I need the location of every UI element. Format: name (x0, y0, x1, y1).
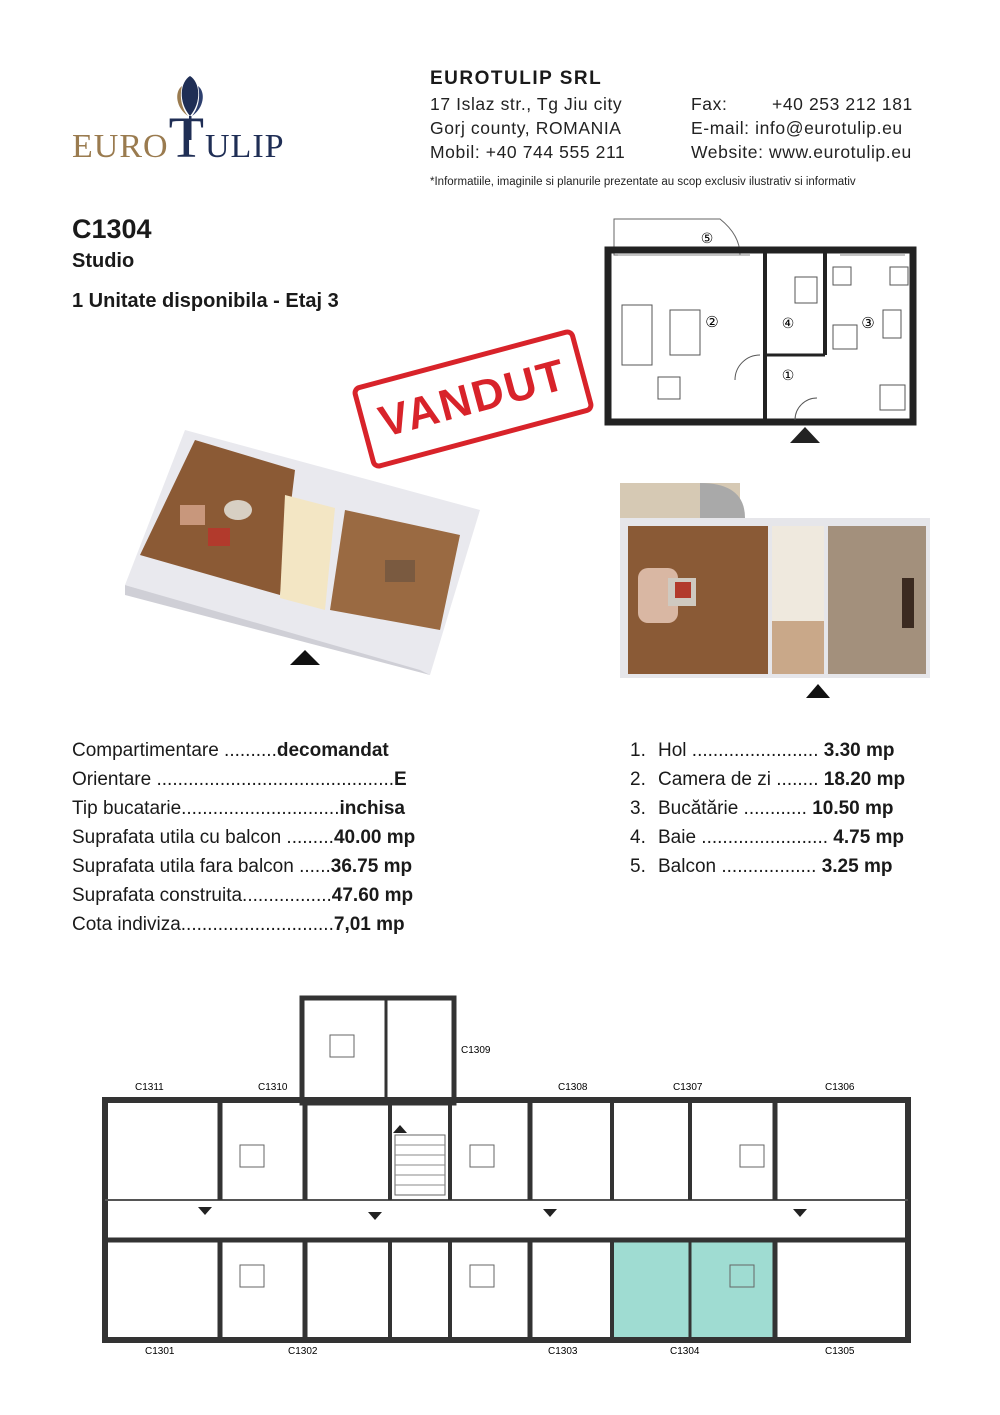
spec-value: inchisa (339, 798, 405, 819)
sold-stamp: VANDUT (351, 328, 595, 471)
spec-row (72, 827, 415, 849)
unit-label-c1304: C1304 (670, 1346, 700, 1357)
spec-row (72, 769, 407, 791)
disclaimer: *Informatiile, imaginile si planurile prezentate au scop exclusiv ilustrativ si informativ (430, 176, 856, 188)
unit-label-c1309: C1309 (461, 1045, 491, 1056)
unit-label-c1301: C1301 (145, 1346, 175, 1357)
room-row (630, 827, 904, 849)
unit-label-c1306: C1306 (825, 1082, 855, 1093)
unit-code: C1304 (72, 214, 152, 244)
logo-t: T (168, 105, 205, 170)
spec-label: Orientare ............................................. (72, 769, 395, 790)
room-name: Balcon .................. (658, 856, 817, 877)
spec-value: E (394, 769, 407, 790)
spec-row (72, 856, 412, 878)
unit-label-c1302: C1302 (288, 1346, 318, 1357)
room-row (630, 769, 905, 791)
spec-label: Suprafata utila fara balcon ...... (72, 856, 331, 877)
room-number: 3. (630, 798, 646, 819)
logo-euro: EURO (72, 128, 169, 165)
room-area: 18.20 mp (823, 769, 906, 790)
room-number: 2. (630, 769, 646, 790)
room-number: 1. (630, 740, 646, 761)
company-fax: +40 253 212 181 (772, 94, 913, 114)
company-mobile: Mobil: +40 744 555 211 (430, 142, 626, 162)
company-address-2: Gorj county, ROMANIA (430, 118, 622, 138)
plan-label-2: ② (705, 313, 719, 331)
spec-label: Suprafata utila cu balcon ......... (72, 827, 334, 848)
spec-row (72, 914, 405, 936)
spec-row (72, 740, 389, 762)
spec-value: 40.00 mp (333, 827, 416, 848)
logo-wordmark (72, 105, 285, 170)
spec-row (72, 798, 405, 820)
room-name: Camera de zi ........ (658, 769, 819, 790)
unit-label-c1303: C1303 (548, 1346, 578, 1357)
topdown-render-image (620, 478, 930, 703)
spec-value: decomandat (276, 740, 389, 761)
unit-label-c1307: C1307 (673, 1082, 703, 1093)
spec-label: Compartimentare .......... (72, 740, 277, 761)
spec-label: Suprafata construita................. (72, 885, 332, 906)
plan-label-5: ⑤ (700, 231, 714, 247)
spec-row (72, 885, 413, 907)
plan-label-1: ① (781, 368, 795, 384)
spec-label: Cota indiviza............................. (72, 914, 334, 935)
spec-value: 7,01 mp (333, 914, 405, 935)
unit-label-c1305: C1305 (825, 1346, 855, 1357)
room-area: 10.50 mp (812, 798, 894, 819)
company-name: EUROTULIP SRL (430, 68, 603, 89)
room-area: 4.75 mp (833, 827, 905, 848)
room-area: 3.30 mp (823, 740, 895, 761)
unit-availability: 1 Unitate disponibila - Etaj 3 (72, 290, 339, 312)
room-number: 4. (630, 827, 646, 848)
room-name: Baie ........................ (658, 827, 828, 848)
company-address-1: 17 Islaz str., Tg Jiu city (430, 94, 623, 114)
company-website: Website: www.eurotulip.eu (691, 142, 912, 162)
unit-highlight-c1304 (612, 1240, 775, 1340)
company-email: E-mail: info@eurotulip.eu (691, 118, 903, 138)
spec-value: 47.60 mp (331, 885, 414, 906)
room-number: 5. (630, 856, 646, 877)
room-name: Hol ........................ (658, 740, 819, 761)
room-row (630, 856, 892, 878)
unit-label-c1310: C1310 (258, 1082, 288, 1093)
room-row (630, 798, 894, 820)
room-name: Bucătărie ............ (658, 798, 807, 819)
room-area: 3.25 mp (821, 856, 893, 877)
apartment-floor-plan (600, 215, 930, 445)
room-row (630, 740, 895, 762)
unit-type: Studio (72, 250, 135, 272)
building-floor-plan (90, 995, 920, 1365)
logo-ulip: ULIP (205, 128, 285, 165)
spec-label: Tip bucatarie.............................. (72, 798, 340, 819)
unit-label-c1308: C1308 (558, 1082, 588, 1093)
spec-value: 36.75 mp (330, 856, 413, 877)
unit-label-c1311: C1311 (135, 1082, 164, 1093)
isometric-render-image (120, 410, 490, 680)
company-fax-label: Fax: (691, 94, 728, 114)
plan-label-4: ④ (781, 316, 795, 332)
plan-label-3: ③ (861, 314, 875, 332)
